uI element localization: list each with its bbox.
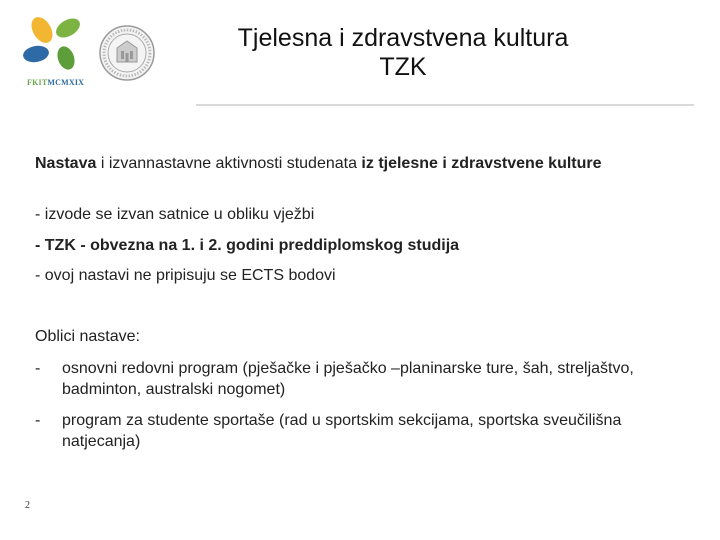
forms-item-dash: - <box>35 412 41 429</box>
forms-item-text: osnovni redovni program (pješačke i pješačko –planinarske ture, šah, streljaštvo, badminton, australski nogomet) <box>62 360 634 398</box>
university-seal-icon <box>98 24 156 82</box>
forms-item-dash: - <box>35 360 41 377</box>
forms-heading: Oblici nastave: <box>35 328 140 345</box>
title-divider <box>196 104 694 106</box>
intro-bold-1: Nastava <box>35 155 97 172</box>
fkit-logo-icon <box>22 14 84 74</box>
page-number: 2 <box>25 500 30 511</box>
intro-text <box>35 155 602 173</box>
title-line-2: TZK <box>379 53 427 81</box>
forms-item-text: program za studente sportaše (rad u sportskim sekcijama, sportska sveučilišna natjecanja) <box>62 412 622 450</box>
intro-bold-2: iz tjelesne i zdravstvene kulture <box>361 155 602 172</box>
logo-leaf-blue <box>22 44 50 64</box>
logo-leaf-green-bottom <box>54 44 77 72</box>
logo-leaf-green-top <box>53 15 84 42</box>
slide-title <box>160 24 646 82</box>
bullet-line-3: - ovoj nastavi ne pripisuju se ECTS bodovi <box>35 267 336 284</box>
logo-wordmark: FKITMCMXIX <box>27 78 85 87</box>
bullet-line-2: - TZK - obvezna na 1. i 2. godini preddiplomskog studija <box>35 237 460 254</box>
intro-regular: i izvannastavne aktivnosti studenata <box>96 155 362 172</box>
bullet-line-1: - izvode se izvan satnice u obliku vježbi <box>35 206 315 223</box>
title-line-1: Tjelesna i zdravstvena kultura <box>237 24 569 52</box>
